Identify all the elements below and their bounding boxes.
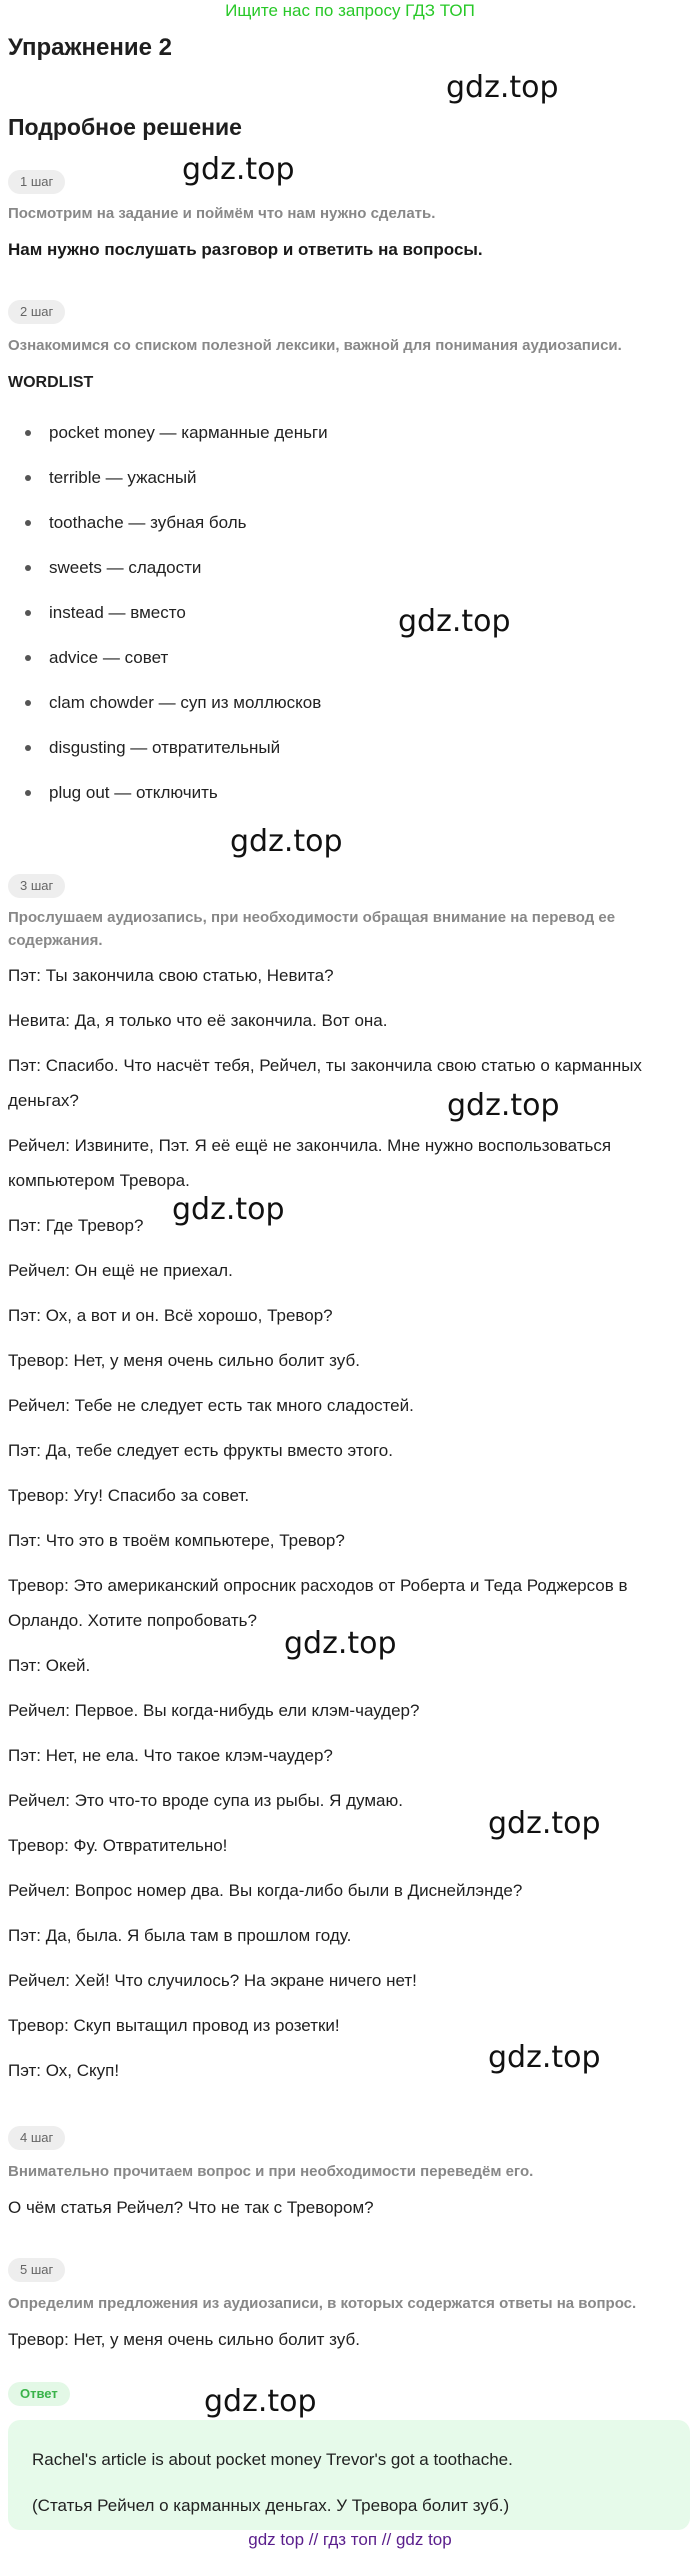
word-entry: clam chowder — суп из моллюсков bbox=[49, 693, 322, 712]
dialogue-line: Пэт: Ох, Скуп! bbox=[8, 2061, 120, 2080]
dialogue-line: Пэт: Что это в твоём компьютере, Тревор? bbox=[8, 1531, 345, 1550]
bullet bbox=[25, 655, 31, 661]
word-entry: sweets — сладости bbox=[49, 558, 202, 577]
word-entry: pocket money — карманные деньги bbox=[49, 423, 328, 442]
page-title: Упражнение 2 bbox=[8, 34, 172, 61]
step-2-note: Ознакомимся со списком полезной лексики, важной для понимания аудиозаписи. bbox=[8, 337, 622, 354]
bullet bbox=[25, 565, 31, 571]
dialogue-line: Рейчел: Это что-то вроде супа из рыбы. Я думаю. bbox=[8, 1791, 403, 1810]
list-item bbox=[0, 545, 700, 590]
list-item bbox=[0, 635, 700, 680]
step-4-note: Внимательно прочитаем вопрос и при необходимости переведём его. bbox=[8, 2163, 534, 2180]
watermark: gdz.top bbox=[446, 70, 559, 105]
wordlist bbox=[0, 410, 700, 815]
dialogue-line: Рейчел: Первое. Вы когда-нибудь ели клэм-чаудер? bbox=[8, 1701, 420, 1720]
dialogue-line: Тревор: Скуп вытащил провод из розетки! bbox=[8, 2016, 340, 2035]
word-entry: plug out — отключить bbox=[49, 783, 218, 802]
list-item bbox=[0, 410, 700, 455]
answer-russian: (Статья Рейчел о карманных деньгах. У Тревора болит зуб.) bbox=[32, 2496, 510, 2515]
word-entry: disgusting — отвратительный bbox=[49, 738, 281, 757]
word-entry: instead — вместо bbox=[49, 603, 186, 622]
watermark: gdz.top bbox=[182, 152, 295, 187]
step-4-badge: 4 шаг bbox=[8, 2126, 65, 2150]
dialogue-line: Пэт: Ох, а вот и он. Всё хорошо, Тревор? bbox=[8, 1306, 333, 1325]
bullet bbox=[25, 700, 31, 706]
dialogue-line: Тревор: Нет, у меня очень сильно болит зуб. bbox=[8, 1351, 360, 1370]
dialogue-line: Тревор: Это американский опросник расходов от Роберта и Теда Роджерсов в Орландо. Хотите попробовать? bbox=[8, 1576, 628, 1630]
dialogue-line: Пэт: Да, была. Я была там в прошлом году. bbox=[8, 1926, 352, 1945]
watermark: gdz.top bbox=[488, 1806, 601, 1841]
word-entry: toothache — зубная боль bbox=[49, 513, 247, 532]
dialogue-line: Пэт: Ты закончила свою статью, Невита? bbox=[8, 966, 334, 985]
step-5-note: Определим предложения из аудиозаписи, в которых содержатся ответы на вопрос. bbox=[8, 2295, 637, 2312]
step-5-text: Тревор: Нет, у меня очень сильно болит зуб. bbox=[8, 2330, 360, 2349]
watermark: gdz.top bbox=[172, 1192, 285, 1227]
dialogue-line: Тревор: Угу! Спасибо за совет. bbox=[8, 1486, 250, 1505]
step-1-text: Нам нужно послушать разговор и ответить на вопросы. bbox=[8, 240, 483, 259]
solution-heading: Подробное решение bbox=[8, 114, 242, 140]
step-4-text: О чём статья Рейчел? Что не так с Тревором? bbox=[8, 2198, 374, 2217]
dialogue-line: Пэт: Да, тебе следует есть фрукты вместо этого. bbox=[8, 1441, 393, 1460]
search-banner[interactable]: Ищите нас по запросу ГДЗ ТОП bbox=[225, 1, 475, 20]
dialogue-line: Пэт: Нет, не ела. Что такое клэм-чаудер? bbox=[8, 1746, 333, 1765]
dialogue-line: Невита: Да, я только что её закончила. Вот она. bbox=[8, 1011, 388, 1030]
dialogue-line: Пэт: Спасибо. Что насчёт тебя, Рейчел, ты закончила свою статью о карманных деньгах? bbox=[8, 1056, 642, 1110]
dialogue-line: Рейчел: Тебе не следует есть так много сладостей. bbox=[8, 1396, 414, 1415]
footer-links[interactable]: gdz top // гдз топ // gdz top bbox=[248, 2530, 452, 2549]
step-3-note: Прослушаем аудиозапись, при необходимости обращая внимание на перевод ее содержания. bbox=[8, 909, 616, 949]
wordlist-title: WORDLIST bbox=[8, 374, 94, 391]
list-item bbox=[0, 500, 700, 545]
step-1-note: Посмотрим на задание и поймём что нам нужно сделать. bbox=[8, 205, 436, 222]
dialogue-line: Рейчел: Хей! Что случилось? На экране ничего нет! bbox=[8, 1971, 417, 1990]
bullet bbox=[25, 745, 31, 751]
dialogue-line: Рейчел: Он ещё не приехал. bbox=[8, 1261, 233, 1280]
dialogue-line: Пэт: Где Тревор? bbox=[8, 1216, 144, 1235]
answer-english: Rachel's article is about pocket money Trevor's got a toothache. bbox=[32, 2450, 513, 2469]
list-item bbox=[0, 770, 700, 815]
step-2-badge: 2 шаг bbox=[8, 300, 65, 324]
dialogue-line: Тревор: Фу. Отвратительно! bbox=[8, 1836, 228, 1855]
answer-badge: Ответ bbox=[8, 2382, 70, 2406]
bullet bbox=[25, 790, 31, 796]
step-1-badge: 1 шаг bbox=[8, 170, 65, 194]
list-item bbox=[0, 725, 700, 770]
watermark: gdz.top bbox=[447, 1088, 560, 1123]
word-entry: advice — совет bbox=[49, 648, 169, 667]
dialogue-line: Пэт: Окей. bbox=[8, 1656, 91, 1675]
bullet bbox=[25, 520, 31, 526]
watermark: gdz.top bbox=[204, 2384, 317, 2419]
step-3-badge: 3 шаг bbox=[8, 874, 65, 898]
step-5-badge: 5 шаг bbox=[8, 2258, 65, 2282]
dialogue-line: Рейчел: Вопрос номер два. Вы когда-либо были в Диснейлэнде? bbox=[8, 1881, 523, 1900]
dialogue bbox=[8, 958, 692, 2098]
watermark: gdz.top bbox=[398, 604, 511, 639]
list-item bbox=[0, 680, 700, 725]
bullet bbox=[25, 475, 31, 481]
dialogue-line: Рейчел: Извините, Пэт. Я её ещё не закончила. Мне нужно воспользоваться компьютером Тревора. bbox=[8, 1136, 612, 1190]
list-item bbox=[0, 455, 700, 500]
bullet bbox=[25, 610, 31, 616]
watermark: gdz.top bbox=[230, 824, 343, 859]
list-item bbox=[0, 590, 700, 635]
watermark: gdz.top bbox=[284, 1626, 397, 1661]
bullet bbox=[25, 430, 31, 436]
watermark: gdz.top bbox=[488, 2040, 601, 2075]
word-entry: terrible — ужасный bbox=[49, 468, 197, 487]
answer-box bbox=[8, 2420, 690, 2530]
